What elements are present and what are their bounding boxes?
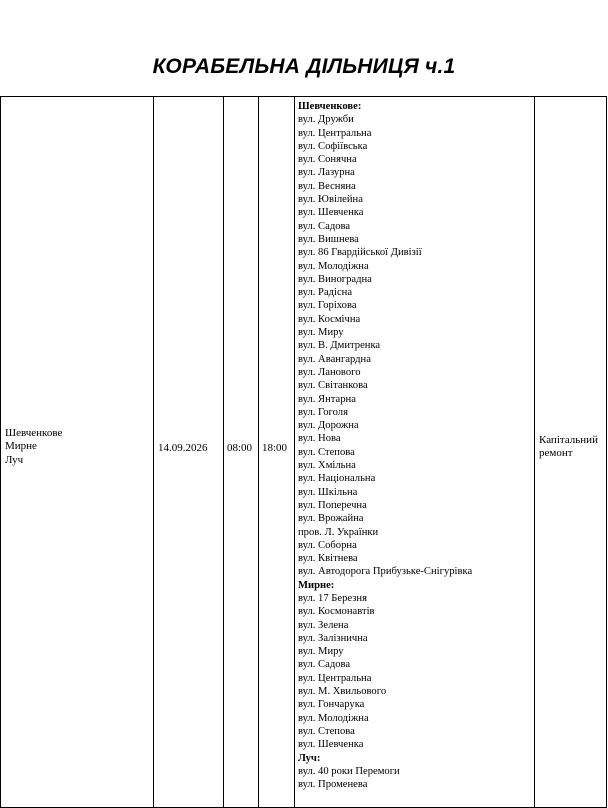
street-item: вул. Гончарука [298, 699, 365, 711]
street-item: вул. Лазурна [298, 167, 355, 179]
street-item: вул. Миру [298, 327, 344, 339]
outage-table [0, 96, 607, 808]
street-item: вул. Янтарна [298, 393, 356, 405]
reason-cell [535, 97, 607, 807]
date-cell [154, 97, 224, 807]
street-item: вул. Національна [298, 473, 376, 485]
street-item: вул. Авангардна [298, 353, 371, 365]
street-item: вул. Зелена [298, 619, 349, 631]
street-item: вул. Дружби [298, 114, 354, 126]
outage-reason [539, 434, 598, 461]
street-item: вул. Садова [298, 220, 351, 232]
street-item: вул. Ювілейна [298, 194, 363, 206]
reason-line: ремонт [539, 447, 573, 460]
street-item: вул. Шевченка [298, 739, 364, 751]
street-item: вул. 40 роки Перемоги [298, 765, 400, 777]
street-item: вул. Софіївська [298, 140, 368, 152]
street-item: вул. Космонавтів [298, 606, 375, 618]
street-item: вул. Степова [298, 725, 355, 737]
start-time: 08:00 [227, 442, 253, 454]
end-time-cell [259, 97, 295, 807]
street-item: вул. Виноградна [298, 273, 372, 285]
street-item: вул. Дорожна [298, 420, 359, 432]
street-item: вул. Центральна [298, 672, 372, 684]
streets-list [298, 100, 472, 791]
start-time-cell [224, 97, 259, 807]
settlement-name: Шевченкове [5, 427, 63, 439]
street-item: вул. Соборна [298, 539, 357, 551]
street-item: вул. Гоголя [298, 406, 348, 418]
settlement-name: Мирне [5, 440, 37, 453]
page-title: КОРАБЕЛЬНА ДІЛЬНИЦЯ ч.1 [152, 55, 456, 78]
street-item: вул. Променева [298, 779, 368, 791]
street-item: вул. Автодорога Прибузьке-Снігурівка [298, 566, 473, 578]
street-item: вул. Садова [298, 659, 351, 671]
street-item: вул. Нова [298, 433, 341, 445]
outage-date: 14.09.2026 [158, 442, 208, 454]
settlements-list [5, 427, 62, 467]
street-item: вул. Сонячна [298, 154, 357, 166]
street-item: вул. 86 Гвардійської Дивізії [298, 247, 422, 259]
street-item: вул. Космічна [298, 313, 361, 325]
street-item: вул. Ланового [298, 366, 361, 378]
street-item: вул. Залізнична [298, 632, 368, 644]
street-item: вул. Шевченка [298, 207, 364, 219]
street-item: вул. Радісна [298, 287, 353, 299]
street-item: вул. Квітнева [298, 553, 358, 565]
street-item: вул. Горіхова [298, 300, 357, 312]
end-time: 18:00 [262, 442, 288, 454]
settlements-cell [1, 97, 154, 807]
street-item: вул. Степова [298, 446, 355, 458]
street-item: вул. Весняна [298, 180, 356, 192]
settlement-heading: Луч: [298, 752, 321, 764]
street-item: пров. Л. Українки [298, 526, 379, 538]
street-item: вул. Молодіжна [298, 712, 369, 724]
street-item: вул. Миру [298, 646, 344, 658]
street-item: вул. Врожайна [298, 513, 364, 525]
street-item: вул. М. Хвильового [298, 686, 387, 698]
settlement-name: Луч [5, 453, 24, 466]
street-item: вул. Поперечна [298, 499, 367, 511]
settlement-heading: Шевченкове: [298, 101, 362, 112]
street-item: вул. Шкільна [298, 486, 358, 498]
street-item: вул. Центральна [298, 127, 372, 139]
street-item: вул. Молодіжна [298, 260, 369, 272]
street-item: вул. Хмільна [298, 460, 356, 472]
streets-cell [295, 97, 535, 807]
street-item: вул. Світанкова [298, 380, 368, 392]
street-item: вул. Вишнева [298, 233, 359, 245]
settlement-heading: Мирне: [298, 579, 335, 591]
reason-line: Капітальний [539, 434, 598, 446]
street-item: вул. В. Дмитренка [298, 340, 381, 352]
street-item: вул. 17 Березня [298, 592, 367, 604]
